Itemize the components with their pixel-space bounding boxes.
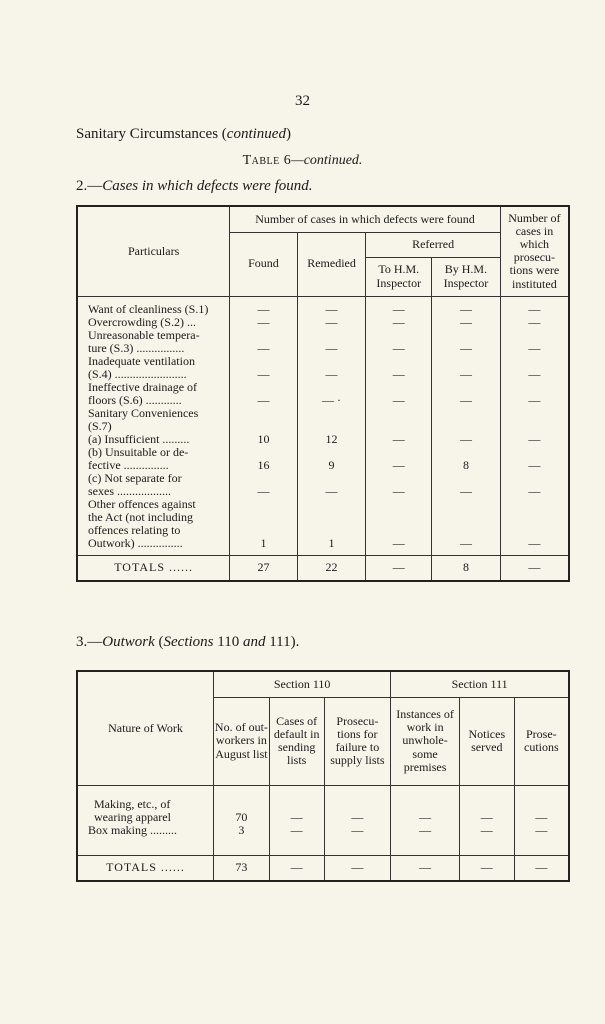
remedied-cell xyxy=(298,407,366,420)
totals-prosecutions: — xyxy=(500,555,569,581)
header-notices-served: Notices served xyxy=(459,697,514,785)
by-hm-cell: — xyxy=(459,484,472,498)
found-cell xyxy=(230,498,296,511)
to-hm-cell xyxy=(366,498,431,511)
to-hm-cell: — xyxy=(392,341,405,355)
header-to-hm-inspector: To H.M. Inspector xyxy=(366,257,432,296)
by-hm-cell xyxy=(432,511,500,524)
by-hm-cell: 8 xyxy=(462,458,469,472)
remedied-cell xyxy=(298,329,366,342)
found-cell xyxy=(230,511,296,524)
found-cell: — xyxy=(257,367,270,381)
by-hm-cell xyxy=(432,420,500,433)
particulars-line: Sanitary Conveniences xyxy=(88,406,199,420)
by-hm-cell: — xyxy=(459,393,472,407)
found-cell xyxy=(230,472,296,485)
by-hm-cell xyxy=(432,446,500,459)
by-hm-cell: — xyxy=(459,432,472,446)
remedied-cell: — xyxy=(325,315,338,329)
totals-label: TOTALS ...... xyxy=(77,555,230,581)
outworkers-column xyxy=(214,785,270,855)
header-prosecutions: Number of cases in which prosecu- tions were instituted xyxy=(500,206,569,296)
prosecutions-cell xyxy=(501,498,568,511)
prosecutions-cell xyxy=(501,524,568,537)
found-cell: — xyxy=(257,315,270,329)
prosecutions-cell: — xyxy=(528,302,541,316)
particulars-line: sexes .................. xyxy=(88,484,171,498)
outworkers-cell xyxy=(214,798,269,811)
particulars-line: offences relating to xyxy=(88,523,181,537)
prosecutions-cell: — xyxy=(528,432,541,446)
particulars-line: (S.4) ........................ xyxy=(88,367,187,381)
to-hm-cell: — xyxy=(392,536,405,550)
found-cell xyxy=(230,446,296,459)
particulars-line: (c) Not separate for xyxy=(88,471,182,485)
to-hm-cell xyxy=(366,329,431,342)
default-column xyxy=(269,785,324,855)
remedied-cell xyxy=(298,446,366,459)
unwholesome-cell xyxy=(391,798,459,811)
totals-remedied: 22 xyxy=(297,555,366,581)
defects-table xyxy=(76,205,570,582)
to-hm-cell: — xyxy=(392,302,405,316)
outwork-totals-unwholesome: — xyxy=(391,855,460,881)
header-nature-of-work: Nature of Work xyxy=(77,671,214,785)
unwholesome-column xyxy=(391,785,460,855)
prosec-failure-column xyxy=(324,785,391,855)
outworkers-cell: 70 xyxy=(235,810,248,824)
prosecutions-cell: — xyxy=(528,458,541,472)
remedied-cell xyxy=(298,355,366,368)
found-cell: 1 xyxy=(260,536,267,550)
particulars-line: floors (S.6) ............ xyxy=(88,393,182,407)
outworkers-cell: 3 xyxy=(238,823,245,837)
found-cell xyxy=(230,329,296,342)
found-cell xyxy=(230,355,296,368)
by-hm-cell xyxy=(432,329,500,342)
header-prosecutions-failure: Prosecu- tions for failure to supply lists xyxy=(324,697,391,785)
notices-cell: — xyxy=(480,823,493,837)
prosecutions-cell xyxy=(501,355,568,368)
found-column xyxy=(230,296,297,555)
by-hm-cell xyxy=(432,498,500,511)
prosecutions-cell: — xyxy=(528,315,541,329)
nature-line: wearing apparel xyxy=(94,810,171,824)
remedied-cell: — xyxy=(325,302,338,316)
to-hm-cell: — xyxy=(392,432,405,446)
prosec-failure-cell: — xyxy=(351,810,364,824)
prosecutions-cell xyxy=(501,329,568,342)
particulars-line: Inadequate ventilation xyxy=(88,354,195,368)
outwork-table xyxy=(76,670,570,882)
header-unwholesome-premises: Instances of work in unwhole- some premises xyxy=(391,697,460,785)
particulars-line: Want of cleanliness (S.1) xyxy=(88,302,209,316)
particulars-line: ture (S.3) ................ xyxy=(88,341,185,355)
by-hm-cell: — xyxy=(459,536,472,550)
outwork-totals-row xyxy=(77,855,569,881)
particulars-line: (a) Insufficient ......... xyxy=(88,432,190,446)
subheading-defects: 2.—Cases in which defects were found. xyxy=(76,178,313,194)
found-cell: — xyxy=(257,484,270,498)
prosecutions-cell xyxy=(501,446,568,459)
found-cell xyxy=(230,524,296,537)
by-hm-cell xyxy=(432,524,500,537)
to-hm-cell: — xyxy=(392,367,405,381)
prosecutions-cell xyxy=(501,420,568,433)
remedied-cell xyxy=(298,511,366,524)
notices-cell xyxy=(460,798,514,811)
prosecutions2-column xyxy=(514,785,569,855)
to-hm-cell xyxy=(366,407,431,420)
found-cell: 10 xyxy=(257,432,270,446)
prosecutions-cell xyxy=(501,381,568,394)
remedied-cell: 1 xyxy=(328,536,335,550)
header-number-of-cases: Number of cases in which defects were found xyxy=(230,206,501,232)
header-particulars: Particulars xyxy=(77,206,230,296)
unwholesome-cell: — xyxy=(419,810,432,824)
prosecutions-cell xyxy=(501,472,568,485)
remedied-cell: — xyxy=(325,367,338,381)
header-prosecutions: Prose- cutions xyxy=(514,697,569,785)
header-found: Found xyxy=(230,232,297,296)
totals-row xyxy=(77,555,569,581)
to-hm-cell xyxy=(366,355,431,368)
remedied-cell xyxy=(298,498,366,511)
to-hm-cell xyxy=(366,472,431,485)
outwork-totals-outworkers: 73 xyxy=(214,855,270,881)
to-hm-cell xyxy=(366,524,431,537)
remedied-cell: 12 xyxy=(325,432,338,446)
unwholesome-cell: — xyxy=(419,823,432,837)
found-cell xyxy=(230,420,296,433)
header-referred: Referred xyxy=(366,232,500,257)
by-hm-cell xyxy=(432,407,500,420)
outwork-totals-default: — xyxy=(269,855,324,881)
by-hm-cell: — xyxy=(459,367,472,381)
header-section-110: Section 110 xyxy=(214,671,391,697)
found-cell xyxy=(230,381,296,394)
particulars-line: (S.7) xyxy=(88,419,112,433)
outwork-totals-label: TOTALS ...... xyxy=(77,855,214,881)
remedied-cell: — · xyxy=(322,393,342,407)
subheading-outwork: 3.—Outwork (Sections 110 and 111). xyxy=(76,634,300,650)
totals-found: 27 xyxy=(230,555,297,581)
prosecutions2-cell: — xyxy=(535,810,548,824)
to-hm-cell: — xyxy=(392,315,405,329)
particulars-line: Outwork) ............... xyxy=(88,536,183,550)
found-cell: 16 xyxy=(257,458,270,472)
header-section-111: Section 111 xyxy=(391,671,569,697)
by-hm-cell: — xyxy=(459,341,472,355)
particulars-line: Unreasonable tempera- xyxy=(88,328,200,342)
particulars-line: the Act (not including xyxy=(88,510,193,524)
prosecutions-column xyxy=(500,296,569,555)
table-6-heading: Table 6—continued. xyxy=(242,153,363,168)
to-hm-cell xyxy=(366,446,431,459)
prosecutions-cell: — xyxy=(528,484,541,498)
remedied-cell: — xyxy=(325,484,338,498)
particulars-line: Ineffective drainage of xyxy=(88,380,198,394)
default-cell: — xyxy=(290,823,303,837)
prosec-failure-cell xyxy=(325,798,391,811)
remedied-cell: — xyxy=(325,341,338,355)
remedied-cell: 9 xyxy=(328,458,335,472)
nature-line: Box making ......... xyxy=(88,823,177,837)
nature-column xyxy=(77,785,214,855)
outwork-totals-notices: — xyxy=(459,855,514,881)
prosecutions2-cell xyxy=(515,798,568,811)
found-cell xyxy=(230,407,296,420)
found-cell: — xyxy=(257,393,270,407)
prosecutions2-cell: — xyxy=(535,823,548,837)
to-hm-column xyxy=(366,296,432,555)
remedied-cell xyxy=(298,381,366,394)
prosecutions-cell: — xyxy=(528,341,541,355)
to-hm-cell: — xyxy=(392,458,405,472)
found-cell: — xyxy=(257,302,270,316)
notices-column xyxy=(459,785,514,855)
outwork-totals-prosecutions: — xyxy=(514,855,569,881)
to-hm-cell xyxy=(366,381,431,394)
to-hm-cell xyxy=(366,420,431,433)
particulars-line: Other offences against xyxy=(88,497,196,511)
to-hm-cell: — xyxy=(392,484,405,498)
particulars-column xyxy=(77,296,230,555)
remedied-column xyxy=(297,296,366,555)
prosecutions-cell xyxy=(501,511,568,524)
totals-by-hm: 8 xyxy=(432,555,501,581)
page-number: 32 xyxy=(295,93,310,109)
totals-to-hm: — xyxy=(366,555,432,581)
notices-cell: — xyxy=(480,810,493,824)
prosec-failure-cell: — xyxy=(351,823,364,837)
prosecutions-cell xyxy=(501,407,568,420)
particulars-line: (b) Unsuitable or de- xyxy=(88,445,189,459)
by-hm-cell xyxy=(432,355,500,368)
particulars-line: fective ............... xyxy=(88,458,169,472)
found-cell: — xyxy=(257,341,270,355)
remedied-cell xyxy=(298,472,366,485)
default-cell: — xyxy=(290,810,303,824)
by-hm-cell: — xyxy=(459,302,472,316)
header-remedied: Remedied xyxy=(297,232,366,296)
by-hm-cell: — xyxy=(459,315,472,329)
header-by-hm-inspector: By H.M. Inspector xyxy=(432,257,501,296)
by-hm-cell xyxy=(432,472,500,485)
outwork-totals-prosec-failure: — xyxy=(324,855,391,881)
particulars-line: Overcrowding (S.2) ... xyxy=(88,315,196,329)
remedied-cell xyxy=(298,524,366,537)
section-heading: Sanitary Circumstances (continued) xyxy=(76,126,291,142)
prosecutions-cell: — xyxy=(528,536,541,550)
by-hm-cell xyxy=(432,381,500,394)
prosecutions-cell: — xyxy=(528,393,541,407)
header-cases-of-default: Cases of default in sending lists xyxy=(269,697,324,785)
header-outworkers: No. of out- workers in August list xyxy=(214,697,270,785)
nature-line: Making, etc., of xyxy=(94,797,171,811)
to-hm-cell: — xyxy=(392,393,405,407)
by-hm-column xyxy=(432,296,501,555)
prosecutions-cell: — xyxy=(528,367,541,381)
to-hm-cell xyxy=(366,511,431,524)
remedied-cell xyxy=(298,420,366,433)
default-cell xyxy=(270,798,324,811)
